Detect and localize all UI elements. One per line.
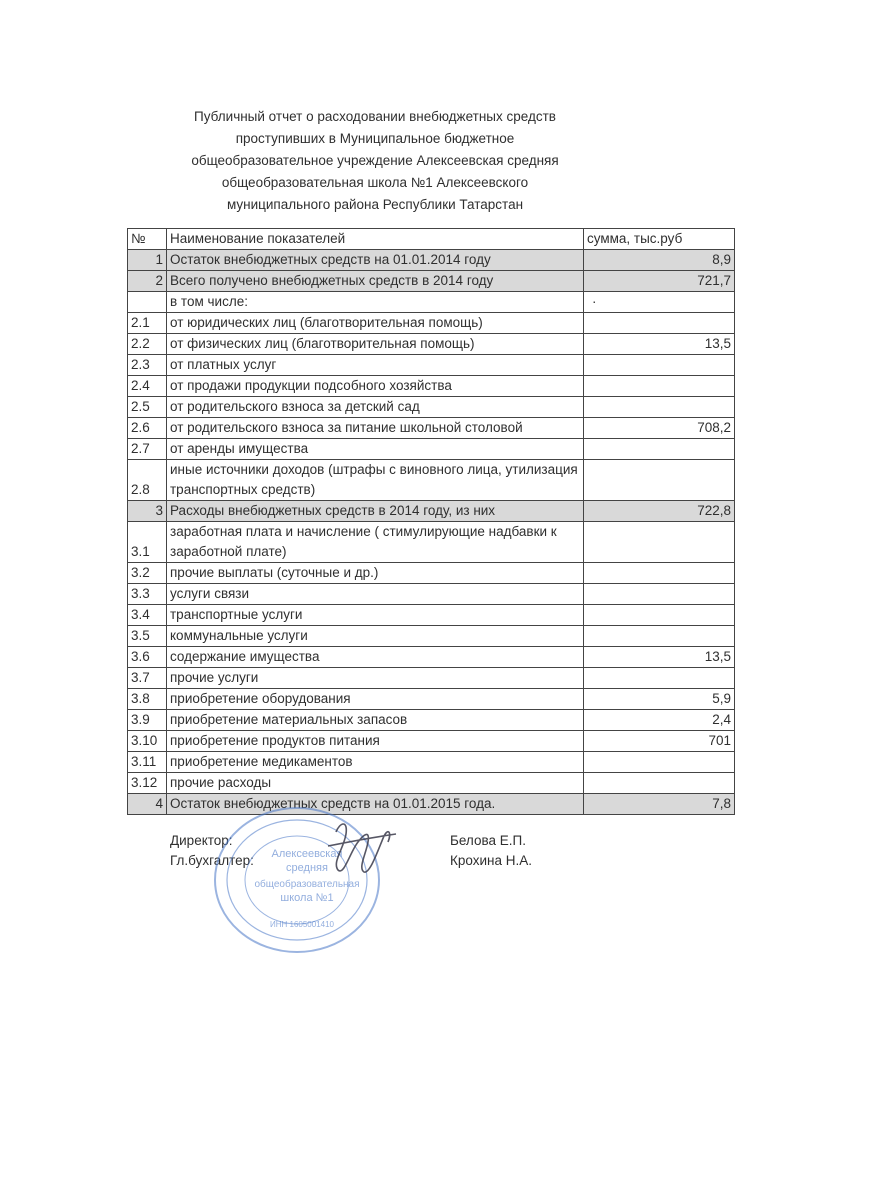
- row-number: 3.10: [128, 731, 167, 752]
- row-name: прочие выплаты (суточные и др.): [167, 563, 584, 584]
- accountant-name: Крохина Н.А.: [450, 853, 532, 868]
- row-name: коммунальные услуги: [167, 626, 584, 647]
- stamp-text: школа №1: [280, 892, 334, 904]
- table-row: [128, 710, 735, 731]
- row-name: от родительского взноса за питание школьной столовой: [167, 418, 584, 439]
- table-row: [128, 271, 735, 292]
- title-line: общеобразовательная школа №1 Алексеевского: [221, 175, 529, 190]
- row-name: приобретение материальных запасов: [167, 710, 584, 731]
- row-amount: [584, 668, 735, 689]
- row-name: от родительского взноса за детский сад: [167, 397, 584, 418]
- row-number: 3.8: [128, 689, 167, 710]
- row-name: Остаток внебюджетных средств на 01.01.2015 года.: [167, 794, 584, 815]
- row-name: приобретение продуктов питания: [167, 731, 584, 752]
- table-row: [128, 668, 735, 689]
- table-row: [128, 501, 735, 522]
- table-row: [128, 773, 735, 794]
- row-number: 3.12: [128, 773, 167, 794]
- accountant-role: Гл.бухгалтер:: [170, 853, 254, 868]
- row-number: 3.7: [128, 668, 167, 689]
- table-row: [128, 626, 735, 647]
- header-number: №: [128, 229, 167, 250]
- row-name: приобретение оборудования: [167, 689, 584, 710]
- table-row: [128, 355, 735, 376]
- row-number: 3: [128, 501, 167, 522]
- header-amount: сумма, тыс.руб: [584, 229, 735, 250]
- row-number: 3.6: [128, 647, 167, 668]
- row-amount: 7,8: [584, 794, 735, 815]
- row-amount: 5,9: [584, 689, 735, 710]
- table-row: [128, 647, 735, 668]
- row-name: от физических лиц (благотворительная помощь): [167, 334, 584, 355]
- table-row: [128, 605, 735, 626]
- director-name: Белова Е.П.: [450, 833, 526, 848]
- row-amount: [584, 626, 735, 647]
- row-amount: [584, 439, 735, 460]
- row-name: иные источники доходов (штрафы с виновного лица, утилизация транспортных средств): [167, 460, 584, 501]
- row-number: 3.4: [128, 605, 167, 626]
- row-number: 2.6: [128, 418, 167, 439]
- row-name: от платных услуг: [167, 355, 584, 376]
- row-number: 1: [128, 250, 167, 271]
- row-amount: [584, 522, 735, 563]
- row-name: от юридических лиц (благотворительная помощь): [167, 313, 584, 334]
- handwritten-signature: [318, 812, 398, 882]
- row-name: заработная плата и начисление ( стимулирующие надбавки к заработной плате): [167, 522, 584, 563]
- row-number: 2: [128, 271, 167, 292]
- row-amount: [584, 460, 735, 501]
- row-number: 2.3: [128, 355, 167, 376]
- row-number: 3.11: [128, 752, 167, 773]
- row-name: Расходы внебюджетных средств в 2014 году, из них: [167, 501, 584, 522]
- row-amount: [584, 397, 735, 418]
- table-row: [128, 584, 735, 605]
- row-amount: 708,2: [584, 418, 735, 439]
- row-number: [128, 292, 167, 313]
- row-amount: [584, 605, 735, 626]
- row-number: 2.4: [128, 376, 167, 397]
- table-row: [128, 313, 735, 334]
- table-row: [128, 563, 735, 584]
- row-number: 2.1: [128, 313, 167, 334]
- stamp-text: Алексеевская: [271, 848, 343, 860]
- row-amount: [584, 752, 735, 773]
- row-amount: [584, 376, 735, 397]
- title-line: муниципального района Республики Татарстан: [226, 197, 524, 212]
- row-name: транспортные услуги: [167, 605, 584, 626]
- row-name: в том числе:: [167, 292, 584, 313]
- row-amount: 2,4: [584, 710, 735, 731]
- header-name: Наименование показателей: [167, 229, 584, 250]
- report-table: [127, 228, 735, 815]
- title-line: общеобразовательное учреждение Алексеевская средняя: [191, 153, 559, 168]
- row-name: Всего получено внебюджетных средств в 2014 году: [167, 271, 584, 292]
- row-amount: 13,5: [584, 647, 735, 668]
- row-name: от аренды имущества: [167, 439, 584, 460]
- table-row: [128, 397, 735, 418]
- row-number: 2.7: [128, 439, 167, 460]
- row-amount: 701: [584, 731, 735, 752]
- report-title: [150, 106, 600, 216]
- row-name: содержание имущества: [167, 647, 584, 668]
- row-number: 3.9: [128, 710, 167, 731]
- table-row: [128, 460, 735, 501]
- row-number: 4: [128, 794, 167, 815]
- row-amount: 13,5: [584, 334, 735, 355]
- row-number: 3.5: [128, 626, 167, 647]
- row-name: от продажи продукции подсобного хозяйства: [167, 376, 584, 397]
- table-row: [128, 376, 735, 397]
- table-row: [128, 689, 735, 710]
- title-line: Публичный отчет о расходовании внебюджетных средств: [194, 109, 556, 124]
- row-amount: [584, 355, 735, 376]
- table-row: [128, 731, 735, 752]
- table-row: [128, 522, 735, 563]
- table-row: [128, 418, 735, 439]
- table-row: [128, 439, 735, 460]
- row-amount: [584, 313, 735, 334]
- row-amount: [584, 773, 735, 794]
- stamp-text: средняя: [286, 862, 328, 874]
- row-amount: 8,9: [584, 250, 735, 271]
- table-row: [128, 334, 735, 355]
- director-role: Директор:: [170, 833, 233, 848]
- row-number: 2.2: [128, 334, 167, 355]
- row-amount: 722,8: [584, 501, 735, 522]
- row-number: 2.5: [128, 397, 167, 418]
- row-name: услуги связи: [167, 584, 584, 605]
- stamp-text: общеобразовательная: [254, 879, 360, 890]
- row-name: прочие услуги: [167, 668, 584, 689]
- row-name: Остаток внебюджетных средств на 01.01.2014 году: [167, 250, 584, 271]
- row-name: прочие расходы: [167, 773, 584, 794]
- row-amount: ·: [584, 292, 735, 313]
- row-number: 3.1: [128, 522, 167, 563]
- row-number: 2.8: [128, 460, 167, 501]
- table-row: [128, 292, 735, 313]
- table-row: [128, 752, 735, 773]
- stamp-text: ИНН 1605001410: [269, 920, 335, 929]
- row-amount: [584, 563, 735, 584]
- table-header-row: [128, 229, 735, 250]
- row-number: 3.2: [128, 563, 167, 584]
- row-number: 3.3: [128, 584, 167, 605]
- row-name: приобретение медикаментов: [167, 752, 584, 773]
- row-amount: 721,7: [584, 271, 735, 292]
- row-amount: [584, 584, 735, 605]
- table-row: [128, 250, 735, 271]
- title-line: проступивших в Муниципальное бюджетное: [235, 131, 515, 146]
